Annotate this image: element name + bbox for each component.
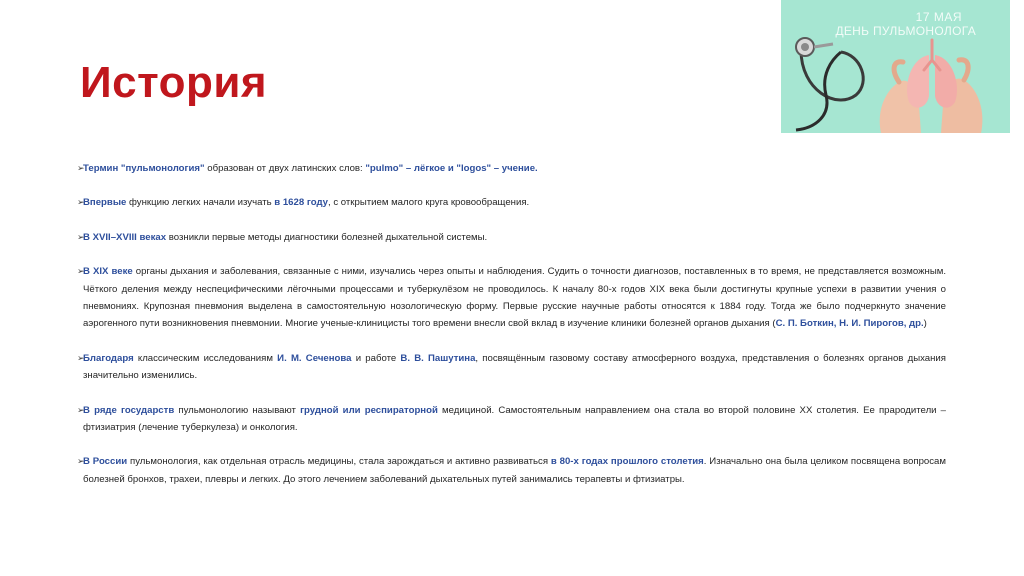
bullet-arrow-icon: ➢ bbox=[77, 266, 85, 277]
highlighted-text: Впервые bbox=[83, 197, 127, 209]
paragraph-russia bbox=[77, 453, 946, 488]
body-text: . Изначально она была целиком посвящена вопросам болезней бронхов, трахеи, плевры и легких. До этого лечением заболеваний дыхательных путей занимались терапевты и фтизиатры. bbox=[83, 456, 946, 485]
highlighted-text: в 1628 году bbox=[274, 197, 328, 209]
pulmonologist-day-image bbox=[781, 0, 1010, 133]
body-text: образован от двух латинских слов: bbox=[204, 163, 366, 174]
body-text: медициной. Самостоятельным направлением она стала во второй половине XX столетия. Ее прародители – фтизиатрия (лечение туберкулеза) и онкология. bbox=[83, 404, 947, 434]
highlighted-text: И. М. Сеченова bbox=[277, 352, 352, 364]
highlighted-text: "pulmo" – лёгкое и "logos" – учение. bbox=[365, 163, 538, 174]
body-text: пульмонология, как отдельная отрасль медицины, стала зарождаться и активно развиваться bbox=[127, 456, 551, 468]
highlighted-text: грудной или респираторной bbox=[300, 404, 438, 416]
highlighted-text: в 80-х годах прошлого столетия bbox=[550, 456, 704, 468]
body-text: , посвящённым газовому составу атмосферного воздуха, представления о болезнях органов дыхания значительно изменились. bbox=[83, 352, 946, 382]
body-text: классическим исследованиям bbox=[133, 352, 278, 364]
body-text: и работе bbox=[351, 352, 401, 364]
body-text: органы дыхания и заболевания, связанные с ними, изучались через опыты и наблюдения. Судить о точности диагнозов, поставленных в то время, не представляется возможным. Чёткого деления между неспецифическими лёгочными процессами и туберкулёзом не проводилось. К началу 80-х годов XIX века были достигнуты крупные успехи в развитии учения о пневмониях. Крупозная пневмония выделена в самостоятельную нозологическую форму. Первые русские научные работы относятся к 1884 году. Тогда же было подчеркнуто значение аэрогенного пути возникновения пневмонии. Многие ученые-клиницисты того времени внесли свой вклад в изучение клиники болезней органов дыхания ( bbox=[83, 266, 947, 330]
paragraph-sechenov-pashutin bbox=[77, 350, 946, 385]
image-caption-line2: ДЕНЬ ПУЛЬМОНОЛОГА bbox=[835, 24, 976, 38]
body-text: функцию легких начали изучать bbox=[126, 197, 275, 209]
highlighted-text: В России bbox=[83, 456, 128, 468]
highlighted-text: В ряде государств bbox=[83, 404, 175, 416]
paragraph-other-countries bbox=[77, 402, 947, 437]
highlighted-text: В XVII–XVIII веках bbox=[83, 231, 167, 243]
stethoscope-lungs-illustration bbox=[781, 0, 1010, 133]
body-text: возникли первые методы диагностики болезней дыхательной системы. bbox=[166, 231, 488, 243]
paragraph-19-century bbox=[77, 263, 947, 333]
slide-title: История bbox=[80, 58, 268, 107]
paragraph-first-study bbox=[77, 194, 946, 211]
body-text: , с открытием малого круга кровообращения. bbox=[328, 197, 530, 209]
image-caption-line1: 17 МАЯ bbox=[915, 10, 962, 24]
body-text: пульмонологию называют bbox=[174, 404, 301, 416]
bullet-arrow-icon: ➢ bbox=[77, 163, 85, 173]
history-text-block bbox=[77, 160, 947, 488]
bullet-arrow-icon: ➢ bbox=[77, 352, 85, 363]
paragraph-17-18-century bbox=[77, 229, 946, 246]
highlighted-text: Благодаря bbox=[83, 352, 134, 364]
bullet-arrow-icon: ➢ bbox=[77, 404, 85, 415]
bullet-arrow-icon: ➢ bbox=[77, 231, 85, 242]
body-text: ) bbox=[923, 318, 927, 330]
highlighted-text: Термин "пульмонология" bbox=[83, 163, 205, 174]
bullet-arrow-icon: ➢ bbox=[77, 456, 85, 467]
paragraph-term-origin bbox=[77, 160, 946, 177]
bullet-arrow-icon: ➢ bbox=[77, 197, 85, 208]
highlighted-text: В XIX веке bbox=[83, 266, 133, 278]
highlighted-text: С. П. Боткин, Н. И. Пирогов, др. bbox=[775, 318, 924, 330]
highlighted-text: В. В. Пашутина bbox=[400, 352, 476, 364]
